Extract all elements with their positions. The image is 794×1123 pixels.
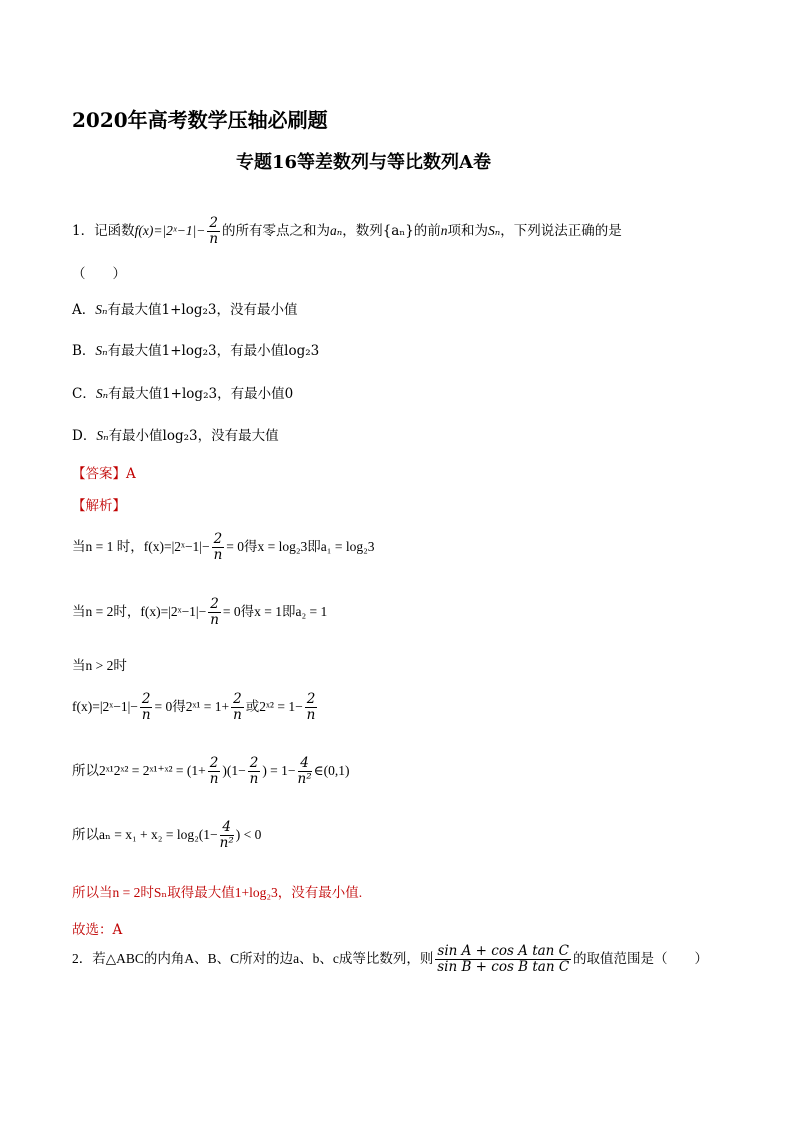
solution-line-6: [72, 820, 261, 851]
solution-line-2: [72, 597, 327, 628]
frac-den: n: [210, 612, 219, 628]
solution-line-3: 当n > 2时: [72, 658, 127, 673]
option-text: 有最大值1+log₂3，有最小值0: [108, 386, 294, 402]
q1-fraction: [207, 216, 220, 247]
q2-fraction: [435, 944, 571, 975]
frac-num: 4: [220, 820, 234, 836]
option-sn: Sₙ: [96, 428, 109, 443]
sol1-pre: 当n = 1 时，f(x)=|2ˣ−1|−: [72, 539, 210, 554]
frac-num: 4: [298, 756, 312, 772]
q1-stem-pre: 1．记函数: [72, 223, 135, 239]
sol5-post: ∈(0,1): [313, 763, 350, 778]
option-sn: Sₙ: [95, 302, 108, 317]
frac-den: n: [213, 547, 223, 563]
sol6-post: ) < 0: [235, 827, 262, 842]
q1-stem-mid2: ，数列{aₙ}的前: [342, 223, 441, 239]
frac-den: n²: [297, 771, 312, 787]
q1-frac-den: n: [209, 231, 219, 247]
option-label: D．: [72, 428, 97, 444]
sol4-pre: f(x)=|2ˣ−1|−: [72, 699, 138, 714]
analysis-label: 【解析】: [72, 498, 126, 514]
sol5-fraction-1: [208, 756, 221, 787]
frac-num: 2: [213, 531, 223, 547]
frac-num: 2: [306, 691, 316, 707]
frac-den: n: [233, 707, 242, 723]
q1-paren: （ ）: [72, 266, 126, 282]
sol5-fraction-3: [298, 756, 312, 787]
q1-stem-mid3: 项和为: [447, 223, 489, 239]
frac-num: 2: [209, 755, 219, 771]
option-label: B．: [72, 343, 96, 359]
sol1-post: = 0得x = log₂3即a₁ = log₂3: [226, 539, 375, 554]
sol2-post: = 0得x = 1即a₂ = 1: [222, 604, 328, 619]
sol4-mid2: 或2ˣ² = 1−: [245, 699, 303, 714]
sol1-fraction: [212, 532, 225, 563]
solution-line-1: [72, 532, 375, 563]
q1-stem-end: ，下列说法正确的是: [500, 223, 622, 239]
sol6-fraction: [220, 820, 234, 851]
frac-den: n: [249, 771, 259, 787]
q1-an: aₙ: [329, 223, 343, 238]
frac-num: 2: [249, 755, 259, 771]
choose-answer: 故选：A: [72, 922, 123, 938]
q1-option-d: [72, 424, 279, 444]
solution-line-5: [72, 756, 350, 787]
frac-num: 2: [233, 691, 242, 707]
frac-num: 2: [210, 596, 219, 612]
sol2-fraction: [208, 597, 221, 628]
sol4-fraction-3: [305, 692, 318, 723]
q1-frac-num: 2: [209, 215, 218, 231]
option-sn: Sₙ: [95, 343, 108, 358]
sol2-pre: 当n = 2时，f(x)=|2ˣ−1|−: [72, 604, 207, 619]
doc-title: 2020年高考数学压轴必刷题: [72, 108, 328, 132]
frac-den: n²: [219, 835, 234, 851]
q2-stem-pre: 2．若△ABC的内角A、B、C所对的边a、b、c成等比数列，则: [72, 951, 434, 966]
sol5-mid2: ) = 1−: [262, 763, 296, 778]
q1-stem-mid: 的所有零点之和为: [221, 223, 330, 239]
frac-den: n: [306, 707, 316, 723]
q1-option-c: [72, 382, 293, 402]
sol5-fraction-2: [248, 756, 261, 787]
q1-sn: Sₙ: [488, 223, 501, 238]
solution-line-4: [72, 692, 319, 723]
sol5-mid1: )(1−: [222, 763, 246, 778]
option-label: C．: [72, 386, 96, 402]
q2-frac-num: sin A + cos A tan C: [437, 943, 570, 959]
sol4-fraction-1: [140, 692, 153, 723]
frac-den: n: [141, 707, 151, 723]
sol4-mid1: = 0得2ˣ¹ = 1+: [154, 699, 230, 714]
q2-frac-den: sin B + cos B tan C: [437, 959, 570, 975]
answer-label: 【答案】A: [72, 466, 136, 482]
frac-den: n: [209, 771, 219, 787]
option-text: 有最大值1+log₂3，有最小值log₂3: [107, 343, 320, 359]
sol6-pre: 所以aₙ = x₁ + x₂ = log₂(1−: [72, 827, 218, 842]
sol4-fraction-2: [231, 692, 244, 723]
solution-line-7: 所以当n = 2时Sₙ取得最大值1+log₂3，没有最小值.: [72, 885, 363, 900]
q1-stem: [72, 216, 622, 247]
option-text: 有最小值log₂3，没有最大值: [108, 428, 279, 444]
frac-num: 2: [141, 691, 151, 707]
option-text: 有最大值1+log₂3，没有最小值: [107, 302, 298, 318]
q1-option-a: [72, 298, 297, 318]
q1-option-b: [72, 339, 319, 359]
option-sn: Sₙ: [95, 386, 109, 401]
sol5-pre: 所以2ˣ¹2ˣ² = 2ˣ¹⁺ˣ² = (1+: [72, 763, 206, 778]
q2-stem-end: 的取值范围是（ ）: [573, 951, 709, 967]
option-label: A．: [72, 302, 96, 318]
q1-func: f(x)=|2ˣ−1|−: [134, 223, 206, 238]
q2-stem: [72, 944, 708, 975]
q1-n: n: [440, 223, 448, 238]
doc-subtitle: 专题16等差数列与等比数列A卷: [236, 152, 492, 173]
